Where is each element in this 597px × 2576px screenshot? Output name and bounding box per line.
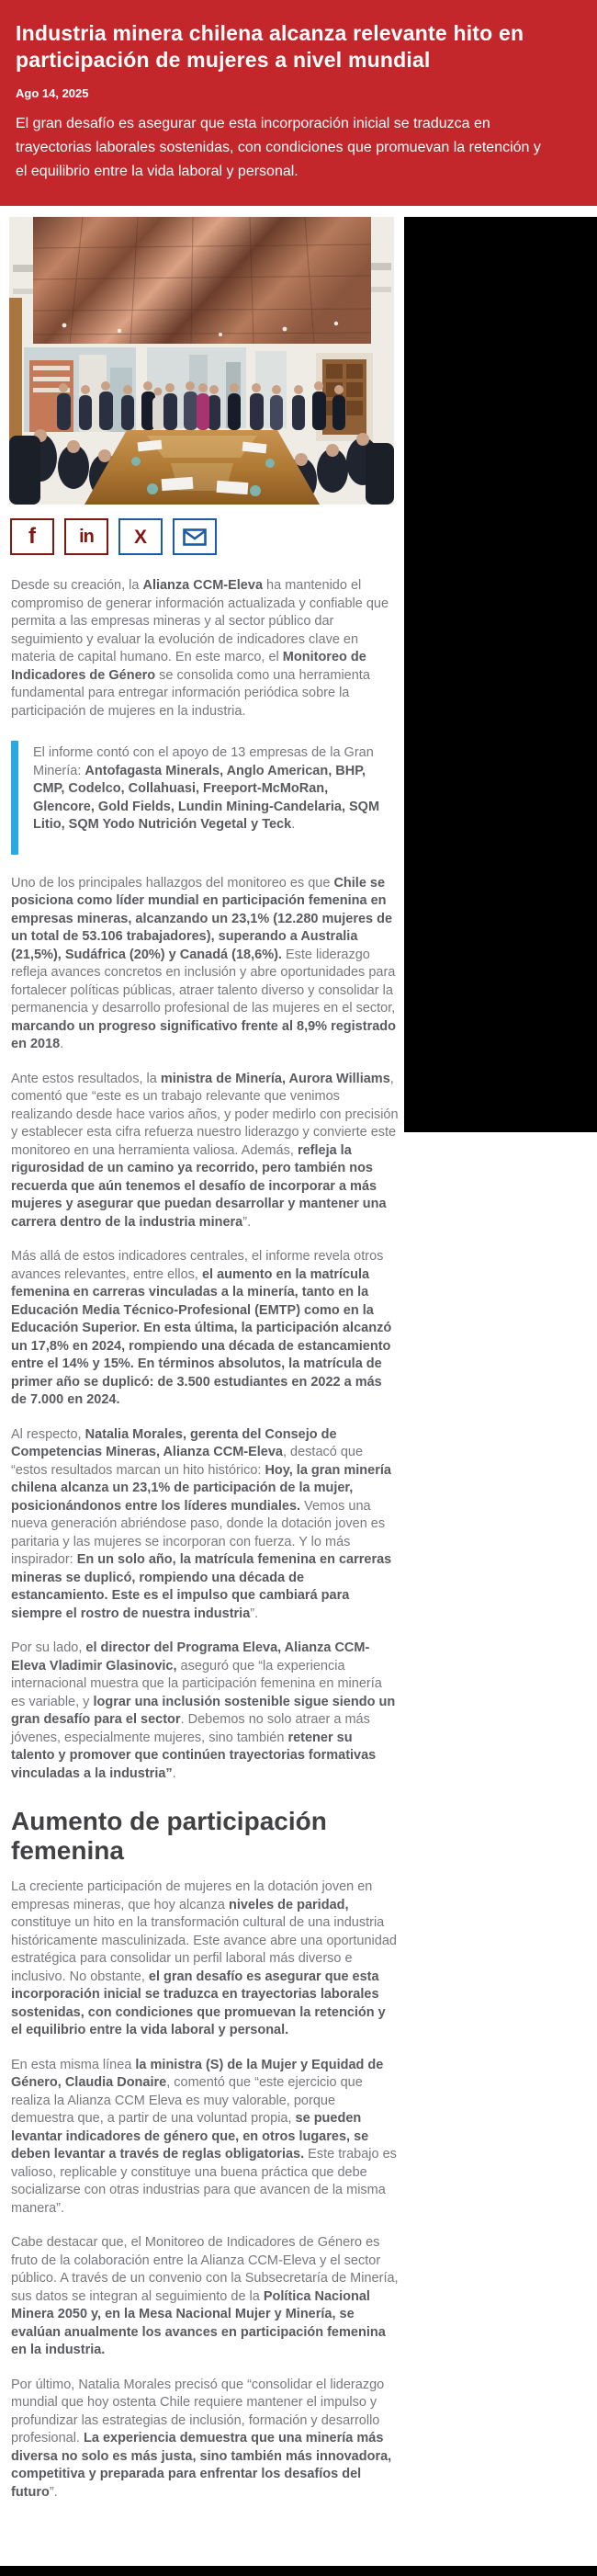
paragraph: Ante estos resultados, la ministra de Minería, Aurora Williams, comentó que “este es un trabajo relevante que venimos realizando desde hace varios años, y poder medirlo con precisión y establecer esta cifra refuerza nuestro liderazgo y convierte este monitoreo en una herramienta valiosa. Además, refleja la rigurosidad de un camino ya recorrido, pero también nos recuerda que aún tenemos el desafío de incorporar a más mujeres y asegurar que puedan desarrollar y mantener una carrera dentro de la industria minera”.	[11, 1071, 399, 1230]
blockquote-text: El informe contó con el apoyo de 13 empresas de la Gran Minería: Antofagasta Minerals, Anglo American, BHP, CMP, Codelco, Collahuasi, Freeport-McMoRan, Glencore, Gold Fields, Lundin Mining-Candelaria, SQM Litio, SQM Yodo Nutrición Vegetal y Teck.	[33, 745, 380, 832]
publish-date: Ago 14, 2025	[16, 86, 89, 100]
article-header	[0, 0, 597, 206]
paragraph: Por su lado, el director del Programa Eleva, Alianza CCM-Eleva Vladimir Glasinovic, aseguró que “la experiencia internacional muestra que la participación femenina en minería es variable, y lograr una inclusión sostenible sigue siendo un gran desafío para el sector. Debemos no solo atraer a más jóvenes, especialmente mujeres, sino también retener su talento y promover que continúen trayectorias formativas vinculadas a la industria”.	[11, 1640, 396, 1781]
section-heading: Aumento de participación femenina	[11, 1807, 327, 1865]
page-title: Industria minera chilena alcanza relevante hito en participación de mujeres a nivel mundial	[16, 21, 524, 72]
paragraph: Cabe destacar que, el Monitoreo de Indicadores de Género es fruto de la colaboración entre la Alianza CCM-Eleva y el sector público. A través de un convenio con la Subsecretaría de Minería, sus datos se integran al seguimiento de la Política Nacional Minera 2050 y, en la Mesa Nacional Mujer y Minería, se evalúan anualmente los avances en participación femenina en la industria.	[11, 2235, 399, 2357]
email-icon	[183, 528, 207, 546]
share-email-button[interactable]	[173, 518, 217, 555]
share-linkedin-button[interactable]	[64, 518, 108, 555]
share-facebook-button[interactable]	[10, 518, 54, 555]
blockquote-companies	[11, 741, 399, 855]
article-body	[0, 555, 410, 2502]
article-photo	[9, 217, 394, 505]
paragraph: Uno de los principales hallazgos del monitoreo es que Chile se posiciona como líder mundial en participación femenina en empresas mineras, alcanzando un 23,1% (12.280 mujeres de un total de 53.106 trabajadores), superando a Australia (21,5%), Sudáfrica (20%) y Canadá (18,6%). Este liderazgo refleja avances concretos en inclusión y abre oportunidades para fortalecer políticas públicas, atraer talento diverso y consolidar la permanencia y desarrollo profesional de las mujeres en el sector, marcando un progreso significativo frente al 8,9% registrado en 2018.	[11, 875, 396, 1051]
black-bar-bottom	[0, 2566, 597, 2576]
paragraph: Al respecto, Natalia Morales, gerenta del Consejo de Competencias Mineras, Alianza CCM-Eleva, destacó que “estos resultados marcan un hito histórico: Hoy, la gran minería chilena alcanza un 23,1% de participación de la mujer, posicionándonos entre los líderes mundiales. Vemos una nueva generación abriéndose paso, donde la dotación joven es paritaria y las mujeres se incorporan con fuerza. Y lo más inspirador: En un solo año, la matrícula femenina en carreras mineras se duplicó, rompiendo una década de estancamiento. Este es el impulso que cambiará para siempre el rostro de nuestra industria”.	[11, 1426, 392, 1621]
linkedin-icon: in	[79, 527, 94, 547]
share-x-button[interactable]	[118, 518, 163, 555]
facebook-icon: f	[28, 524, 36, 549]
x-icon: X	[133, 526, 147, 548]
article-lede: El gran desafío es asegurar que esta incorporación inicial se traduzca en trayectorias laborales sostenidas, con condiciones que promuevan la retención y el equilibrio entre la vida laboral y personal.	[16, 116, 541, 179]
paragraph: La creciente participación de mujeres en la dotación joven en empresas mineras, que hoy alcanza niveles de paridad, constituye un hito en la transformación cultural de una industria históricamente masculinizada. Este avance abre una oportunidad estratégica para consolidar un perfil laboral más diverso e inclusivo. No obstante, el gran desafío es asegurar que esta incorporación inicial se traduzca en trayectorias laborales sostenidas, con condiciones que promuevan la retención y el equilibrio entre la vida laboral y personal.	[11, 1879, 397, 2037]
black-region-right	[404, 217, 597, 1132]
paragraph: Más allá de estos indicadores centrales, el informe revela otros avances relevantes, entre ellos, el aumento en la matrícula femenina en carreras vinculadas a la minería, tanto en la Educación Media Técnico-Profesional (EMTP) como en la Educación Superior. En esta última, la participación alcanzó un 17,8% en 2024, rompiendo una década de estancamiento entre el 14% y 15%. En términos absolutos, la matrícula de primer año se duplicó: de 3.500 estudiantes en 2022 a más de 7.000 en 2024.	[11, 1249, 392, 1407]
paragraph: Por último, Natalia Morales precisó que “consolidar el liderazgo mundial que hoy ostenta Chile requiere mantener el impulso y profundizar las estrategias de inclusión, formación y desarrollo profesional. La experiencia demuestra que una minería más diversa no solo es más justa, sino también más innovadora, competitiva y preparada para enfrentar los desafíos del futuro”.	[11, 2377, 392, 2500]
paragraph: Desde su creación, la Alianza CCM-Eleva ha mantenido el compromiso de generar información actualizada y confiable que permita a las empresas mineras y al sector público dar seguimiento y evaluar la evolución de indicadores clave en materia de capital humano. En este marco, el Monitoreo de Indicadores de Género se consolida como una herramienta fundamental para entregar información periódica sobre la participación de mujeres en la industria.	[11, 578, 389, 719]
paragraph: En esta misma línea la ministra (S) de la Mujer y Equidad de Género, Claudia Donaire, comentó que “este ejercicio que realiza la Alianza CCM Eleva es muy valorable, porque demuestra que, a partir de una voluntad propia, se pueden levantar indicadores de género que, en otros lugares, se deben levantar a través de reglas obligatorias. Este trabajo es valioso, replicable y constituye una buena práctica que debe socializarse con otras industrias para que avancen de la misma manera”.	[11, 2057, 397, 2216]
